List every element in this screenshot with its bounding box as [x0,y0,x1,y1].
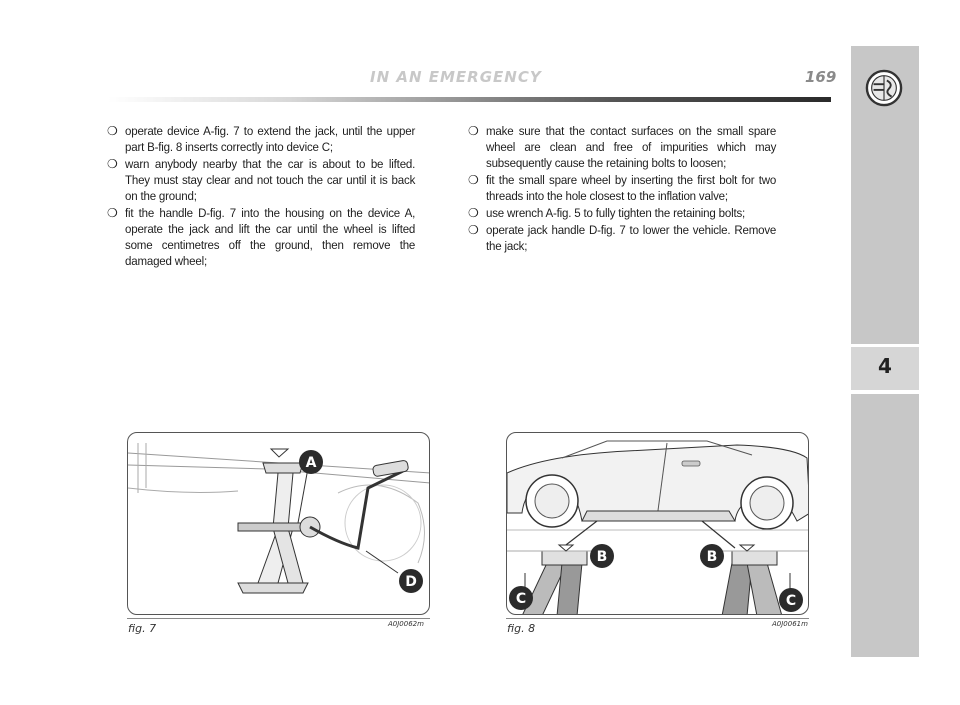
bullet-icon: ❍ [107,157,118,171]
header-divider [108,97,831,102]
list-item [468,222,798,254]
list-item [468,123,798,171]
callout-d [399,569,423,593]
section-title: IN AN EMERGENCY [370,68,542,86]
list-item [107,123,437,155]
figure-8-caption: fig. 8 [507,622,536,635]
bullet-icon: ❍ [468,223,479,237]
bullet-icon: ❍ [107,124,118,138]
list-item-text: fit the handle D-fig. 7 into the housing on the device A, operate the jack and lift the car until the wheel is lifted some centimetres off the ground, then remove the damaged wheel; [125,206,416,268]
chapter-number: 4 [878,354,892,378]
list-item-text: warn anybody nearby that the car is about to be lifted. They must stay clear and not touch the car until it is back on the ground; [125,157,416,203]
callout-c-left-label: C [515,591,527,607]
figure-7-jack-illustration [127,432,430,615]
figure-8-rule [506,618,809,619]
callout-b-left [590,544,614,568]
left-column [107,123,437,270]
callout-a-label: A [305,455,317,471]
page-number: 169 [805,68,837,86]
callout-a [299,450,323,474]
list-item [468,205,798,221]
list-item-text: operate jack handle D-fig. 7 to lower the vehicle. Remove the jack; [486,223,777,253]
callout-c-right [779,588,803,612]
bullet-icon: ❍ [107,206,118,220]
figure-7-code: A0J0062m [388,620,424,628]
fig8-callouts [507,433,809,615]
figure-7-caption: fig. 7 [128,622,157,635]
callout-b-right [700,544,724,568]
list-item-text: use wrench A-fig. 5 to fully tighten the retaining bolts; [486,206,746,220]
brand-logo-icon [865,69,903,107]
right-column [468,123,798,255]
callout-d-label: D [405,574,417,590]
list-item [468,172,798,204]
bullet-icon: ❍ [468,173,479,187]
callout-b-left-label: B [596,549,608,565]
list-item-text: fit the small spare wheel by inserting the first bolt for two threads into the hole closest to the inflation valve; [486,173,777,203]
callout-c-left [509,586,533,610]
callout-c-right-label: C [785,593,797,609]
callout-b-right-label: B [706,549,718,565]
figure-8-code: A0J0061m [772,620,808,628]
list-item [107,156,437,204]
figure-8-car-illustration [506,432,809,615]
list-item-text: make sure that the contact surfaces on the small spare wheel are clean and free of impurities which may subsequently cause the retaining bolts to loosen; [486,124,777,170]
side-tab-bottom [851,394,919,657]
fig7-callouts [128,433,430,615]
list-item [107,205,437,269]
figure-7-rule [127,618,430,619]
bullet-icon: ❍ [468,206,479,220]
bullet-icon: ❍ [468,124,479,138]
list-item-text: operate device A-fig. 7 to extend the jack, until the upper part B-fig. 8 inserts correctly into device C; [125,124,416,154]
